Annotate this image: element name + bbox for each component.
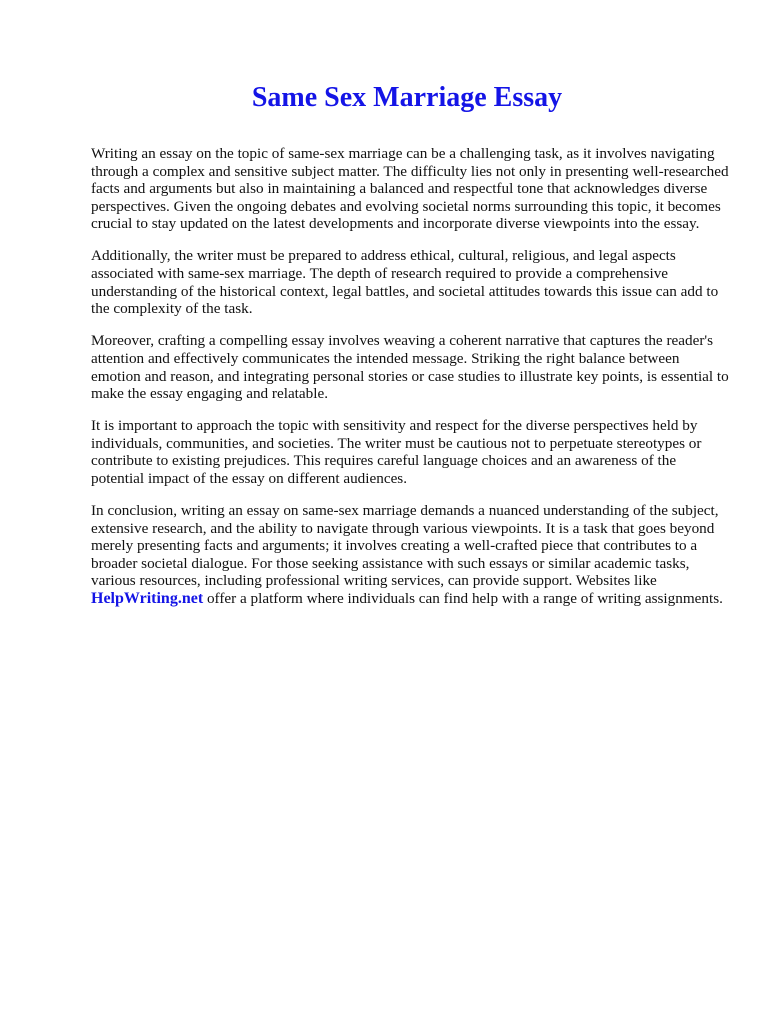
- conclusion-text-before-link: In conclusion, writing an essay on same-sex marriage demands a nuanced understanding of the subject, extensive research, and the ability to navigate through various viewpoints. It is a task that goes beyond merely presenting facts and arguments; it involves creating a well-crafted piece that contributes to a broader societal dialogue. For those seeking assistance with such essays or similar academic tasks, various resources, including professional writing services, can provide support. Websites like: [91, 502, 719, 590]
- paragraph-conclusion: [91, 502, 731, 608]
- helpwriting-link[interactable]: HelpWriting.net: [91, 590, 204, 608]
- page-title: Same Sex Marriage Essay: [251, 82, 563, 113]
- conclusion-text-after-link: offer a platform where individuals can find help with a range of writing assignments.: [203, 590, 723, 608]
- paragraph-3: Moreover, crafting a compelling essay involves weaving a coherent narrative that captures the reader's attention and effectively communicates the intended message. Striking the right balance between emotion and reason, and integrating personal stories or case studies to illustrate key points, is essential to make the essay engaging and relatable.: [91, 332, 729, 403]
- paragraph-2: Additionally, the writer must be prepared to address ethical, cultural, religious, and legal aspects associated with same-sex marriage. The depth of research required to provide a comprehensive understanding of the historical context, legal battles, and societal attitudes towards this issue can add to the complexity of the task.: [91, 247, 719, 318]
- paragraph-4: It is important to approach the topic with sensitivity and respect for the diverse perspectives held by individuals, communities, and societies. The writer must be cautious not to perpetuate stereotypes or contribute to existing prejudices. This requires careful language choices and an awareness of the potential impact of the essay on different audiences.: [91, 417, 702, 487]
- essay-body: [91, 145, 731, 622]
- paragraph-1: Writing an essay on the topic of same-sex marriage can be a challenging task, as it involves navigating through a complex and sensitive subject matter. The difficulty lies not only in presenting well-researched facts and arguments but also in maintaining a balanced and respectful tone that acknowledges diverse perspectives. Given the ongoing debates and evolving societal norms surrounding this topic, it becomes crucial to stay updated on the latest developments and incorporate diverse viewpoints into the essay.: [91, 145, 729, 233]
